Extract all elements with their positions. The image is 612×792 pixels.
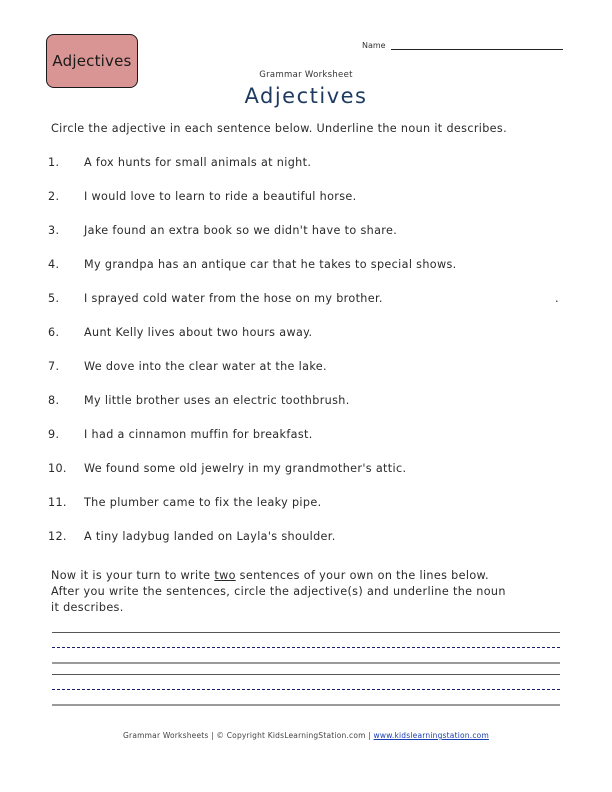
question-item [48, 530, 588, 564]
baseline-rule [52, 704, 560, 706]
page-title: Adjectives [244, 84, 368, 108]
question-number: 6. [48, 326, 60, 339]
midline-dashed-guide [52, 647, 560, 648]
question-number: 8. [48, 394, 60, 407]
question-item [48, 394, 588, 428]
question-item [48, 428, 588, 462]
question-item [48, 496, 588, 530]
name-field-row [362, 40, 563, 50]
handwriting-line-set[interactable] [52, 632, 560, 674]
question-item [48, 292, 588, 326]
footer-website-link[interactable]: www.kidslearningstation.com [373, 731, 489, 740]
question-number: 4. [48, 258, 60, 271]
question-sentence: I had a cinnamon muffin for breakfast. [84, 428, 313, 441]
question-number: 9. [48, 428, 60, 441]
question-sentence: Aunt Kelly lives about two hours away. [84, 326, 313, 339]
question-item [48, 326, 588, 360]
footer-copyright: Grammar Worksheets | © Copyright KidsLearningStation.com | [123, 731, 374, 740]
question-number: 12. [48, 530, 67, 543]
question-number: 1. [48, 156, 60, 169]
question-sentence: A fox hunts for small animals at night. [84, 156, 312, 169]
midline-dashed-guide [52, 689, 560, 690]
handwriting-lines[interactable] [52, 632, 560, 716]
task-text: sentences of your own on the lines below. [235, 569, 489, 582]
top-rule [52, 632, 560, 633]
question-list [48, 156, 588, 564]
question-sentence: Jake found an extra book so we didn't have to share. [84, 224, 398, 237]
question-item [48, 360, 588, 394]
question-number: 2. [48, 190, 60, 203]
question-sentence: We dove into the clear water at the lake. [84, 360, 327, 373]
topic-badge-label: Adjectives [52, 52, 132, 70]
question-sentence: My grandpa has an antique car that he takes to special shows. [84, 258, 457, 271]
question-number: 5. [48, 292, 60, 305]
task-line-1 [51, 568, 581, 584]
stray-mark: . [555, 292, 559, 305]
question-sentence: A tiny ladybug landed on Layla's shoulder. [84, 530, 336, 543]
question-item [48, 258, 588, 292]
task-emphasis: two [214, 569, 236, 582]
baseline-rule [52, 662, 560, 664]
writing-task-instructions [51, 568, 581, 616]
question-number: 10. [48, 462, 67, 475]
question-item [48, 190, 588, 224]
question-number: 11. [48, 496, 67, 509]
task-line-2: After you write the sentences, circle the adjective(s) and underline the noun [51, 585, 506, 598]
question-sentence: My little brother uses an electric toothbrush. [84, 394, 350, 407]
question-item [48, 156, 588, 190]
handwriting-line-set[interactable] [52, 674, 560, 716]
question-sentence: I would love to learn to ride a beautiful horse. [84, 190, 357, 203]
footer [0, 731, 612, 740]
top-rule [52, 674, 560, 675]
question-sentence: I sprayed cold water from the hose on my brother. [84, 292, 383, 305]
task-line-3: it describes. [51, 601, 124, 614]
question-item [48, 224, 588, 258]
task-text: Now it is your turn to write [51, 569, 215, 582]
question-item [48, 462, 588, 496]
instructions: Circle the adjective in each sentence below. Underline the noun it describes. [51, 122, 507, 135]
question-number: 7. [48, 360, 60, 373]
question-number: 3. [48, 224, 60, 237]
name-label: Name [362, 41, 386, 50]
question-sentence: The plumber came to fix the leaky pipe. [84, 496, 322, 509]
worksheet-subtitle: Grammar Worksheet [259, 70, 353, 80]
name-blank-line[interactable] [391, 40, 563, 50]
question-sentence: We found some old jewelry in my grandmother's attic. [84, 462, 407, 475]
